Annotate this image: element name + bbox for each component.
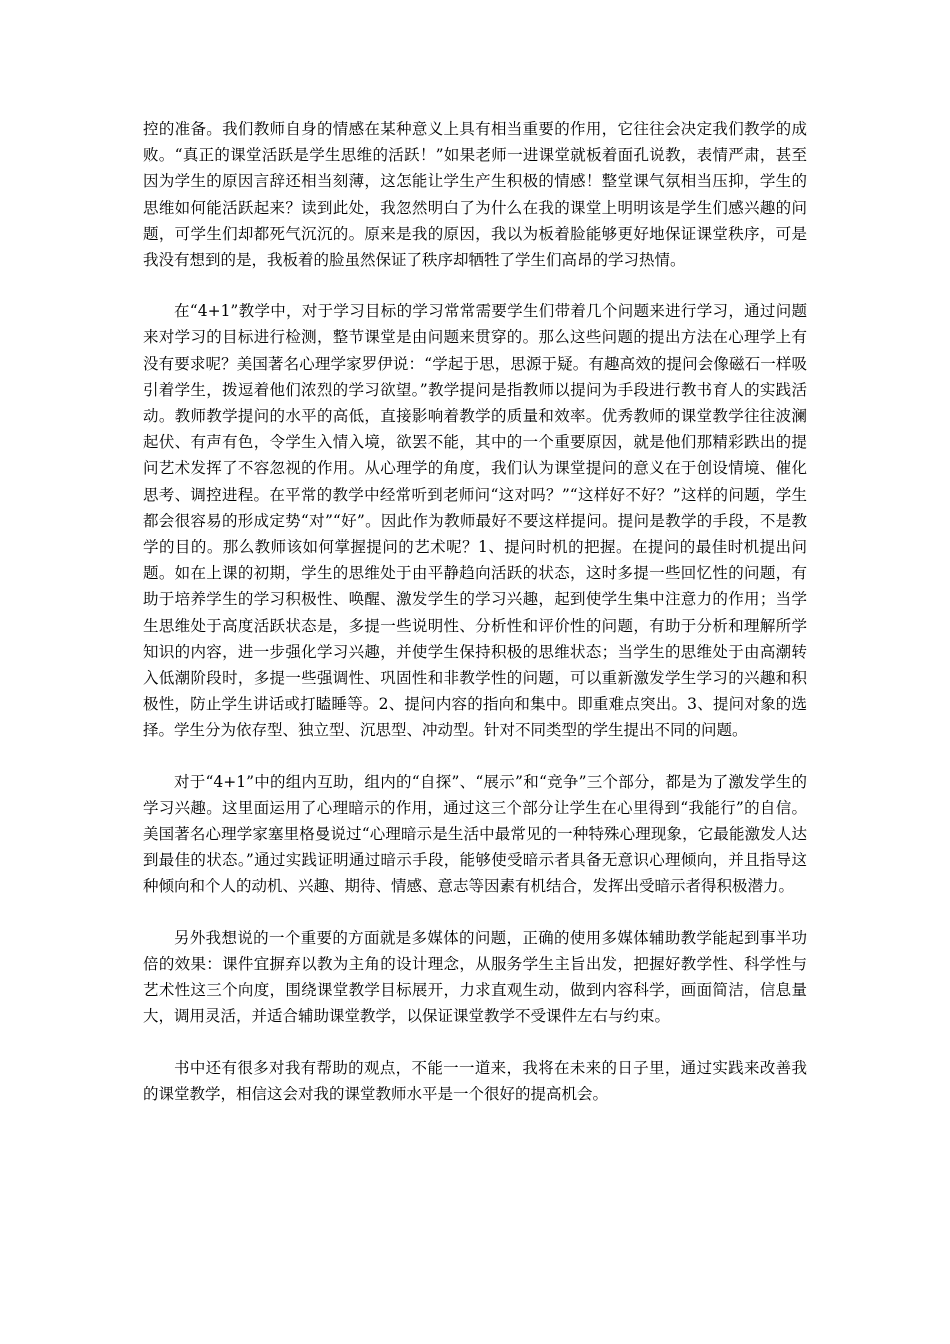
paragraph-conclusion: 书中还有很多对我有帮助的观点，不能一一道来，我将在未来的日子里，通过实践来改善我的课堂教学，相信这会对我的课堂教师水平是一个很好的提高机会。 bbox=[143, 1058, 807, 1103]
paragraph-continuation: 控的准备。我们教师自身的情感在某种意义上具有相当重要的作用，它往往会决定我们教学的成败。“真正的课堂活跃是学生思维的活跃！”如果老师一进课堂就板着面孔说教，表情严肃，甚至因为学生的原因言辞还相当刻薄，这怎能让学生产生积极的情感！整堂课气氛相当压抑，学生的思维如何能活跃起来？读到此处，我忽然明白了为什么在我的课堂上明明该是学生们感兴趣的问题，可学生们却都死气沉沉的。原来是我的原因，我以为板着脸能够更好地保证课堂秩序，可是我没有想到的是，我板着的脸虽然保证了秩序却牺牲了学生们高昂的学习热情。 bbox=[143, 120, 807, 270]
paragraph-group-support: 对于“4+1”中的组内互助，组内的“自探”、“展示”和“竞争”三个部分，都是为了激发学生的学习兴趣。这里面运用了心理暗示的作用，通过这三个部分让学生在心里得到“我能行”的自信。美国著名心理学家塞里格曼说过“心理暗示是生活中最常见的一种特殊心理现象，它最能激发人达到最佳的状态。”通过实践证明通过暗示手段，能够使受暗示者具备无意识心理倾向，并且指导这种倾向和个人的动机、兴趣、期待、情感、意志等因素有机结合，发挥出受暗示者得积极潜力。 bbox=[143, 772, 807, 896]
paragraph-multimedia: 另外我想说的一个重要的方面就是多媒体的问题，正确的使用多媒体辅助教学能起到事半功倍的效果：课件宜摒弃以教为主角的设计理念，从服务学生主旨出发，把握好教学性、科学性与艺术性这三个向度，围绕课堂教学目标展开，力求直观生动，做到内容科学，画面简洁，信息量大，调用灵活，并适合辅助课堂教学，以保证课堂教学不受课件左右与约束。 bbox=[143, 928, 807, 1026]
document-page bbox=[143, 116, 807, 1132]
paragraph-questioning: 在“4+1”教学中，对于学习目标的学习常常需要学生们带着几个问题来进行学习，通过问题来对学习的目标进行检测，整节课堂是由问题来贯穿的。那么这些问题的提出方法在心理学上有没有要求呢？美国著名心理学家罗伊说：“学起于思，思源于疑。有趣高效的提问会像磁石一样吸引着学生，拨逗着他们浓烈的学习欲望。”教学提问是指教师以提问为手段进行教书育人的实践活动。教师教学提问的水平的高低，直接影响着教学的质量和效率。优秀教师的课堂教学往往波澜起伏、有声有色，令学生入情入境，欲罢不能，其中的一个重要原因，就是他们那精彩跌出的提问艺术发挥了不容忽视的作用。从心理学的角度，我们认为课堂提问的意义在于创设情境、催化思考、调控进程。在平常的教学中经常听到老师问“这对吗？”“这样好不好？”这样的问题，学生都会很容易的形成定势“对”“好”。因此作为教师最好不要这样提问。提问是教学的手段，不是教学的目的。那么教师该如何掌握提问的艺术呢？1、提问时机的把握。在提问的最佳时机提出问题。如在上课的初期，学生的思维处于由平静趋向活跃的状态，这时多提一些回忆性的问题，有助于培养学生的学习积极性、唤醒、激发学生的学习兴趣，起到使学生集中注意力的作用；当学生思维处于高度活跃状态是，多提一些说明性、分析性和评价性的问题，有助于分析和理解所学知识的内容，进一步强化学习兴趣，并使学生保持积极的思维状态；当学生的思维处于由高潮转入低潮阶段时，多提一些强调性、巩固性和非教学性的问题，可以重新激发学生学习的兴趣和积极性，防止学生讲话或打瞌睡等。2、提问内容的指向和集中。即重难点突出。3、提问对象的选择。学生分为依存型、独立型、沉思型、冲动型。针对不同类型的学生提出不同的问题。 bbox=[143, 302, 807, 740]
